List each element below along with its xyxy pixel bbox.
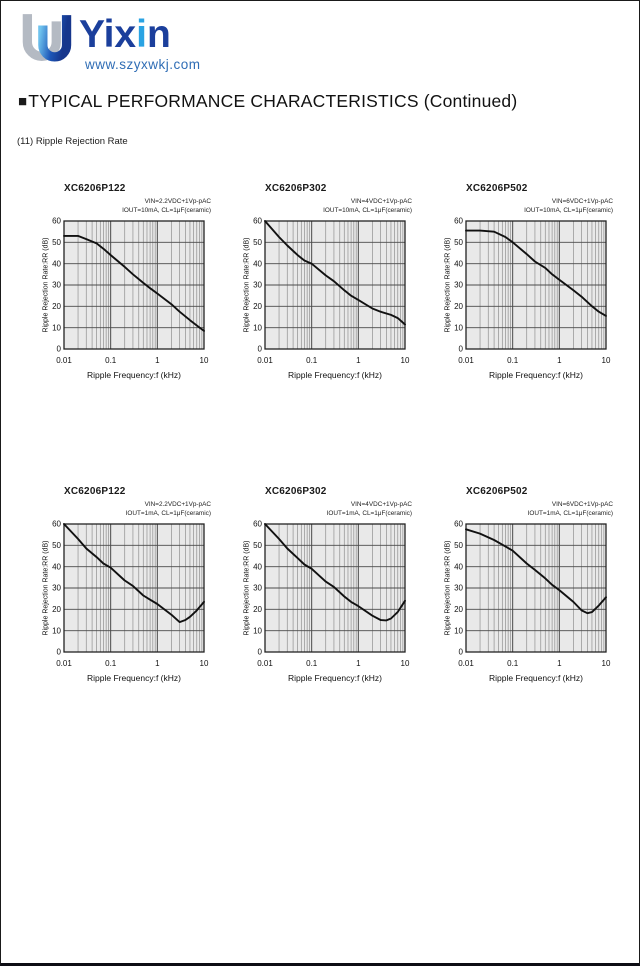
- x-axis-label: Ripple Frequency:f (kHz): [86, 370, 181, 380]
- page-title: [18, 91, 517, 112]
- condition-iout-cl: IOUT=10mA, CL=1μF(ceramic): [323, 207, 412, 215]
- x-axis-label: Ripple Frequency:f (kHz): [287, 673, 382, 683]
- svg-text:1: 1: [155, 659, 160, 668]
- plot-area: [242, 520, 440, 672]
- condition-iout-cl: IOUT=1mA, CL=1μF(ceramic): [326, 510, 412, 518]
- chart-title: XC6206P122: [64, 486, 126, 497]
- x-axis-label: Ripple Frequency:f (kHz): [86, 673, 181, 683]
- brand-part: n: [146, 13, 171, 56]
- chart-conditions: [443, 197, 640, 217]
- condition-vin: VIN=4VDC+1Vp-pAC: [350, 198, 412, 205]
- chart-xc6206p302-iout1ma: [242, 486, 442, 683]
- svg-text:0.1: 0.1: [105, 356, 117, 365]
- svg-text:0.01: 0.01: [257, 356, 273, 365]
- x-axis-label: Ripple Frequency:f (kHz): [488, 370, 583, 380]
- plot-area: [242, 217, 440, 369]
- svg-text:20: 20: [52, 301, 61, 311]
- condition-iout-cl: IOUT=10mA, CL=1μF(ceramic): [524, 207, 613, 215]
- svg-text:50: 50: [454, 540, 463, 550]
- condition-vin: VIN=2.2VDC+1Vp-pAC: [144, 501, 211, 508]
- svg-text:50: 50: [253, 540, 262, 550]
- x-axis-label: Ripple Frequency:f (kHz): [287, 370, 382, 380]
- y-axis-label: Ripple Rejection Rate:RR (dB): [444, 237, 452, 333]
- chart-conditions: [242, 197, 442, 217]
- svg-text:30: 30: [253, 583, 262, 593]
- plot-area: [443, 520, 640, 672]
- svg-text:20: 20: [52, 604, 61, 614]
- chart-conditions: [443, 500, 640, 520]
- svg-text:10: 10: [253, 323, 262, 333]
- svg-text:10: 10: [253, 626, 262, 636]
- svg-text:10: 10: [199, 356, 209, 365]
- svg-text:50: 50: [52, 237, 61, 247]
- svg-text:0.1: 0.1: [507, 356, 519, 365]
- svg-text:10: 10: [601, 356, 611, 365]
- logo: [15, 9, 275, 85]
- svg-text:10: 10: [400, 659, 410, 668]
- chart-conditions: [41, 500, 241, 520]
- plot-area: [41, 520, 239, 672]
- svg-text:0: 0: [56, 344, 61, 354]
- brand-url: www.szyxwkj.com: [85, 57, 201, 72]
- chart-title: XC6206P302: [265, 486, 327, 497]
- brand-wordmark: [79, 15, 171, 54]
- condition-iout-cl: IOUT=1mA, CL=1μF(ceramic): [125, 510, 211, 518]
- square-bullet-icon: ■: [18, 93, 28, 110]
- condition-vin: VIN=6VDC+1Vp-pAC: [551, 501, 613, 508]
- svg-text:0: 0: [458, 647, 463, 657]
- chart-conditions: [41, 197, 241, 217]
- brand-part: Yix: [79, 13, 137, 56]
- svg-text:50: 50: [253, 237, 262, 247]
- svg-text:0.1: 0.1: [507, 659, 519, 668]
- svg-text:1: 1: [155, 356, 160, 365]
- chart-row-2: [41, 486, 640, 683]
- chart-xc6206p502-iout1ma: [443, 486, 640, 683]
- y-axis-label: Ripple Rejection Rate:RR (dB): [42, 540, 50, 636]
- y-axis-label: Ripple Rejection Rate:RR (dB): [243, 540, 251, 636]
- chart-xc6206p502-iout10ma: [443, 183, 640, 380]
- svg-text:0.1: 0.1: [306, 356, 318, 365]
- svg-text:20: 20: [454, 301, 463, 311]
- svg-text:10: 10: [400, 356, 410, 365]
- svg-text:0.01: 0.01: [458, 356, 474, 365]
- svg-text:0.01: 0.01: [56, 356, 72, 365]
- chart-xc6206p302-iout10ma: [242, 183, 442, 380]
- svg-text:20: 20: [253, 301, 262, 311]
- svg-text:10: 10: [454, 323, 463, 333]
- svg-text:50: 50: [454, 237, 463, 247]
- chart-title: XC6206P502: [466, 183, 528, 194]
- svg-text:0.01: 0.01: [257, 659, 273, 668]
- chart-conditions: [242, 500, 442, 520]
- svg-text:60: 60: [52, 520, 61, 529]
- svg-text:30: 30: [253, 280, 262, 290]
- condition-vin: VIN=6VDC+1Vp-pAC: [551, 198, 613, 205]
- svg-text:60: 60: [52, 217, 61, 226]
- svg-text:40: 40: [253, 259, 262, 269]
- chart-title: XC6206P122: [64, 183, 126, 194]
- plot-area: [443, 217, 640, 369]
- svg-text:50: 50: [52, 540, 61, 550]
- section-label: (11) Ripple Rejection Rate: [17, 136, 128, 147]
- svg-text:30: 30: [52, 583, 61, 593]
- svg-text:40: 40: [454, 562, 463, 572]
- chart-xc6206p122-iout10ma: [41, 183, 241, 380]
- svg-text:0.01: 0.01: [56, 659, 72, 668]
- svg-text:0.1: 0.1: [105, 659, 117, 668]
- svg-text:20: 20: [253, 604, 262, 614]
- svg-text:40: 40: [454, 259, 463, 269]
- svg-text:30: 30: [52, 280, 61, 290]
- svg-text:0.01: 0.01: [458, 659, 474, 668]
- svg-text:30: 30: [454, 583, 463, 593]
- svg-text:10: 10: [199, 659, 209, 668]
- svg-text:0: 0: [458, 344, 463, 354]
- svg-text:10: 10: [52, 626, 61, 636]
- svg-text:0: 0: [56, 647, 61, 657]
- page-title-text: TYPICAL PERFORMANCE CHARACTERISTICS (Continued): [28, 91, 518, 111]
- svg-text:0: 0: [257, 647, 262, 657]
- brand-part: i: [136, 13, 147, 56]
- y-axis-label: Ripple Rejection Rate:RR (dB): [444, 540, 452, 636]
- svg-text:10: 10: [454, 626, 463, 636]
- u-logo-icon: [17, 11, 79, 77]
- condition-vin: VIN=4VDC+1Vp-pAC: [350, 501, 412, 508]
- svg-text:1: 1: [557, 356, 562, 365]
- svg-text:40: 40: [52, 259, 61, 269]
- y-axis-label: Ripple Rejection Rate:RR (dB): [243, 237, 251, 333]
- svg-text:1: 1: [356, 356, 361, 365]
- svg-text:10: 10: [52, 323, 61, 333]
- x-axis-label: Ripple Frequency:f (kHz): [488, 673, 583, 683]
- svg-text:60: 60: [253, 217, 262, 226]
- chart-title: XC6206P302: [265, 183, 327, 194]
- svg-text:40: 40: [52, 562, 61, 572]
- condition-iout-cl: IOUT=10mA, CL=1μF(ceramic): [122, 207, 211, 215]
- condition-vin: VIN=2.2VDC+1Vp-pAC: [144, 198, 211, 205]
- svg-text:20: 20: [454, 604, 463, 614]
- svg-text:0: 0: [257, 344, 262, 354]
- y-axis-label: Ripple Rejection Rate:RR (dB): [42, 237, 50, 333]
- chart-title: XC6206P502: [466, 486, 528, 497]
- plot-area: [41, 217, 239, 369]
- svg-text:1: 1: [557, 659, 562, 668]
- svg-text:60: 60: [454, 520, 463, 529]
- chart-row-1: [41, 183, 640, 380]
- svg-text:0.1: 0.1: [306, 659, 318, 668]
- svg-text:30: 30: [454, 280, 463, 290]
- svg-text:60: 60: [454, 217, 463, 226]
- svg-text:1: 1: [356, 659, 361, 668]
- chart-xc6206p122-iout1ma: [41, 486, 241, 683]
- svg-text:60: 60: [253, 520, 262, 529]
- svg-text:40: 40: [253, 562, 262, 572]
- condition-iout-cl: IOUT=1mA, CL=1μF(ceramic): [527, 510, 613, 518]
- svg-text:10: 10: [601, 659, 611, 668]
